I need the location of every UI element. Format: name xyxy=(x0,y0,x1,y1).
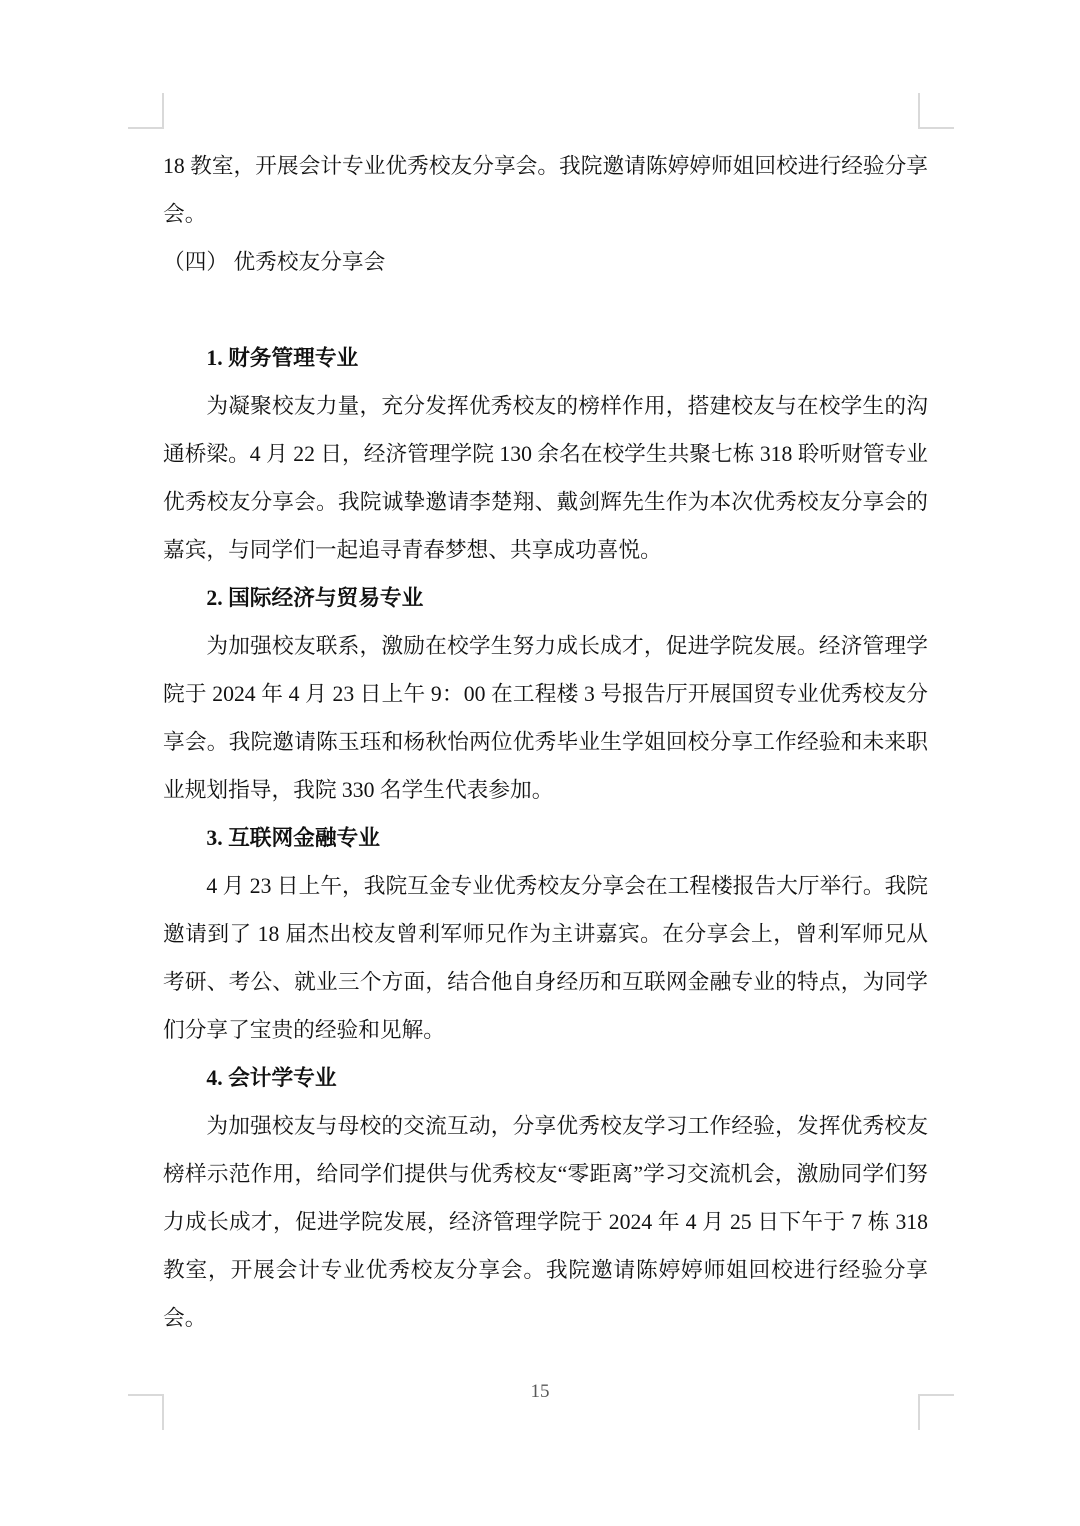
subsection-title: 2. 国际经济与贸易专业 xyxy=(206,586,424,610)
section-heading: （四） 优秀校友分享会 xyxy=(163,250,386,274)
subsection-finance-management xyxy=(163,334,928,574)
subsection-title: 1. 财务管理专业 xyxy=(206,346,359,370)
page-content xyxy=(163,142,928,1342)
margin-corner-mark-top-left xyxy=(128,93,164,129)
subsection-body: 4 月 23 日上午，我院互金专业优秀校友分享会在工程楼报告大厅举行。我院邀请到了 18 届杰出校友曾利军师兄作为主讲嘉宾。在分享会上，曾利军师兄从考研、考公、就业三个方面，结合他自身经历和互联网金融专业的特点，为同学们分享了宝贵的经验和见解。 xyxy=(163,874,928,1042)
subsection-title: 4. 会计学专业 xyxy=(206,1066,337,1090)
continued-paragraph: 18 教室，开展会计专业优秀校友分享会。我院邀请陈婷婷师姐回校进行经验分享会。 xyxy=(163,154,928,226)
subsection-internet-finance xyxy=(163,814,928,1054)
subsection-body: 为凝聚校友力量，充分发挥优秀校友的榜样作用，搭建校友与在校学生的沟通桥梁。4 月 22 日，经济管理学院 130 余名在校学生共聚七栋 318 聆听财管专业优秀校友分享会。我院诚挚邀请李楚翔、戴剑辉先生作为本次优秀校友分享会的嘉宾，与同学们一起追寻青春梦想、共享成功喜悦。 xyxy=(163,394,928,562)
subsection-body: 为加强校友与母校的交流互动，分享优秀校友学习工作经验，发挥优秀校友榜样示范作用，给同学们提供与优秀校友“零距离”学习交流机会，激励同学们努力成长成才，促进学院发展，经济管理学院于 2024 年 4 月 25 日下午于 7 栋 318 教室，开展会计专业优秀校友分享会。我院邀请陈婷婷师姐回校进行经验分享会。 xyxy=(163,1114,928,1330)
subsection-title: 3. 互联网金融专业 xyxy=(206,826,380,850)
subsection-international-trade xyxy=(163,574,928,814)
subsection-body: 为加强校友联系，激励在校学生努力成长成才，促进学院发展。经济管理学院于 2024 年 4 月 23 日上午 9：00 在工程楼 3 号报告厅开展国贸专业优秀校友分享会。我院邀请陈玉珏和杨秋怡两位优秀毕业生学姐回校分享工作经验和未来职业规划指导，我院 330 名学生代表参加。 xyxy=(163,634,928,802)
page-number: 15 xyxy=(530,1381,550,1402)
subsection-accounting xyxy=(163,1054,928,1342)
margin-corner-mark-top-right xyxy=(918,93,954,129)
